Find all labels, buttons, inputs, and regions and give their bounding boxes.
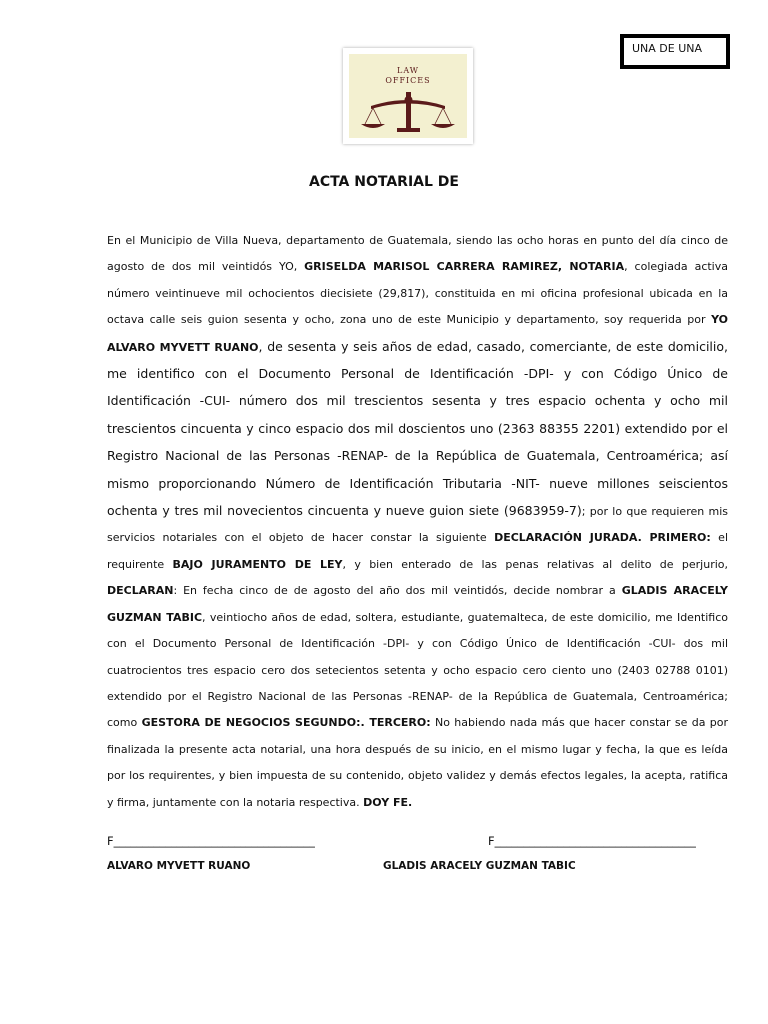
- body-text-8: , veintiocho años de edad, soltera, estudiante, guatemalteca, de este domicilio, me Identifico con el Documento Personal de Identificación -DPI- y con Código Único de Identificación -CUI- dos mil cuatrocientos tres espacio cero dos setecientos setenta y ocho espacio cero ciento uno (2403 02788 0101) extendido por el Registro Nacional de las Personas -RENAP- de la República de Guatemala, Centroamérica; como: [107, 610, 728, 730]
- document-title: ACTA NOTARIAL DE: [308, 174, 459, 190]
- signer-name-left: ALVARO MYVETT RUANO: [107, 860, 251, 872]
- body-text-7: : En fecha cinco de de agosto del año dos mil veintidós, decide nombrar a: [173, 584, 622, 598]
- page-counter-box: [620, 34, 730, 69]
- sworn-declaration-label: DECLARACIÓN JURADA. PRIMERO:: [494, 531, 711, 545]
- logo-text-law: LAW: [397, 66, 419, 75]
- signature-line-right: F___________________________________: [488, 834, 696, 848]
- signature-line-left: F___________________________________: [107, 834, 315, 848]
- oath-label: BAJO JURAMENTO DE LEY: [172, 557, 343, 571]
- body-text-1: En el Municipio de Villa Nueva, departamento de Guatemala, siendo las ocho horas en punto del día cinco de agosto de dos mil veintidós YO,: [107, 234, 728, 274]
- body-text-2: , colegiada activa número veintinueve mil ochocientos diecisiete (29,817), constituida en mi oficina profesional ubicada en la octava calle seis guion sesenta y ocho, zona uno de este Municipio y departamento, soy requerida por: [107, 260, 728, 327]
- notary-name: GRISELDA MARISOL CARRERA RAMIREZ, NOTARIA: [304, 260, 625, 274]
- role-label: GESTORA DE NEGOCIOS SEGUNDO:. TERCERO:: [141, 716, 431, 730]
- notarial-act-body: [107, 228, 728, 816]
- body-text-5: el requirente: [107, 531, 729, 571]
- body-text-9: No habiendo nada más que hacer constar se da por finalizada la presente acta notarial, una hora después de su inicio, en el mismo lugar y fecha, la que es leída por los requirentes, y bien impuesta de su contenido, objeto validez y demás efectos legales, la acepta, ratifica y firma, juntamente con la notaria respectiva.: [107, 716, 728, 809]
- body-text-4: ; por lo que requieren mis servicios notariales con el objeto de hacer constar la siguiente: [107, 505, 729, 545]
- body-paragraph: [107, 228, 728, 816]
- body-text-6: , y bien enterado de las penas relativas al delito de perjurio,: [342, 557, 728, 571]
- body-text-3: , de sesenta y seis años de edad, casado, comerciante, de este domicilio, me identifico con el Documento Personal de Identificación -DPI- y con Código Único de Identificación -CUI- número dos mil trescientos sesenta y tres espacio ochenta y ocho mil trescientos cincuenta y cinco espacio dos mil doscientos uno (2363 88355 2201) extendido por el Registro Nacional de las Personas -RENAP- de la República de Guatemala, Centroamérica; así mismo proporcionando Número de Identificación Tributaria -NIT- nueve millones seiscientos ochenta y tres mil novecientos cincuenta y nueve guion siete (9683959-7): [107, 338, 728, 519]
- logo-text-offices: OFFICES: [385, 76, 431, 85]
- declare-label: DECLARAN: [107, 584, 174, 598]
- law-offices-logo: [343, 48, 473, 144]
- closing-statement: DOY FE.: [363, 795, 413, 809]
- page-counter-text: UNA DE UNA: [632, 42, 703, 55]
- signer-name-right: GLADIS ARACELY GUZMAN TABIC: [383, 860, 576, 872]
- logo-background: [349, 54, 467, 138]
- requester-name: YO ALVARO MYVETT RUANO: [107, 313, 728, 354]
- appointee-name: GLADIS ARACELY GUZMAN TABIC: [107, 584, 728, 624]
